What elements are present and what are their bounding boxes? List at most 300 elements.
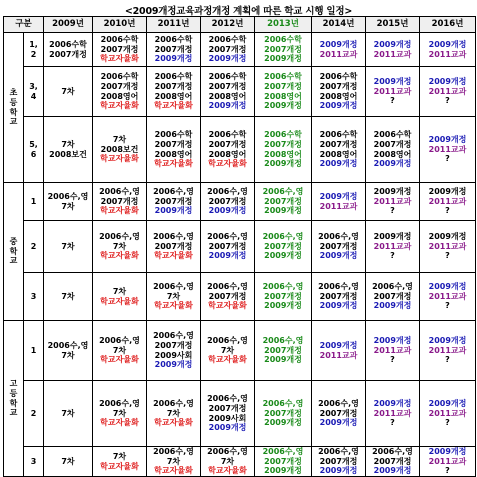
curriculum-label: 2006수학 bbox=[208, 35, 247, 45]
curriculum-label: 2007개정 bbox=[319, 291, 358, 301]
curriculum-label: 7차 bbox=[61, 291, 75, 301]
curriculum-label: 2006수,영 bbox=[153, 399, 194, 409]
curriculum-label: 7차 bbox=[166, 291, 181, 301]
curriculum-label: 2007개정 bbox=[319, 241, 358, 251]
curriculum-label: 2006수학 bbox=[154, 130, 193, 140]
curriculum-label: 7차 bbox=[166, 408, 181, 418]
grade-label: 1, bbox=[29, 39, 38, 49]
grade-cell bbox=[24, 33, 44, 67]
curriculum-label: 7차 bbox=[61, 201, 75, 211]
curriculum-label: 2006수,영 bbox=[207, 232, 248, 242]
grade-label: 3 bbox=[30, 456, 37, 466]
curriculum-label: ? bbox=[445, 418, 450, 428]
curriculum-label: 2009개정 bbox=[428, 447, 467, 457]
curriculum-label: 2009개정 bbox=[264, 418, 302, 428]
curriculum-label: 학교자율화 bbox=[100, 101, 139, 111]
curriculum-label: 2007개정 bbox=[264, 196, 302, 206]
curriculum-label: ? bbox=[445, 301, 450, 311]
curriculum-label: 2009개정 bbox=[428, 135, 467, 145]
curriculum-label: 2007개정 bbox=[100, 196, 139, 206]
curriculum-label: 2009개정 bbox=[373, 77, 412, 87]
schedule-cell bbox=[420, 321, 476, 381]
schedule-cell bbox=[93, 273, 147, 321]
curriculum-label: 2009개정 bbox=[428, 232, 467, 242]
page-title: <2009개정교육과정개정 계획에 따른 학교 시행 일정> bbox=[124, 6, 353, 17]
curriculum-label: 2006수학 bbox=[100, 72, 139, 82]
curriculum-label: 2009사회 bbox=[154, 350, 193, 360]
schedule-cell bbox=[147, 67, 201, 117]
schedule-cell bbox=[312, 33, 366, 67]
curriculum-label: 2006수,영 bbox=[207, 394, 248, 404]
curriculum-label: 2011교과 bbox=[319, 350, 358, 360]
school-level-char: 중 bbox=[9, 237, 18, 247]
curriculum-label: 2006수,영 bbox=[262, 399, 304, 409]
schedule-cell bbox=[44, 221, 93, 273]
schedule-cell bbox=[420, 221, 476, 273]
grade-label: 4 bbox=[30, 91, 37, 101]
curriculum-label: 2009개정 bbox=[373, 466, 412, 476]
curriculum-label: ? bbox=[390, 251, 395, 261]
curriculum-label: 학교자율화 bbox=[100, 206, 139, 216]
curriculum-label: 2009개정 bbox=[428, 399, 467, 409]
curriculum-label: 2007개정 bbox=[208, 291, 247, 301]
table-row bbox=[4, 221, 476, 273]
curriculum-label: 학교자율화 bbox=[100, 54, 139, 64]
curriculum-label: 2006수,영 bbox=[153, 447, 194, 457]
schedule-cell bbox=[93, 321, 147, 381]
schedule-cell bbox=[366, 321, 420, 381]
schedule-cell bbox=[255, 183, 312, 221]
schedule-cell bbox=[147, 381, 201, 447]
school-level-char: 초 bbox=[9, 88, 18, 98]
curriculum-label: 2009개정 bbox=[319, 340, 358, 350]
header-year: 2016년 bbox=[420, 17, 476, 33]
school-level-cell bbox=[4, 33, 24, 183]
curriculum-label: 학교자율화 bbox=[100, 461, 139, 471]
curriculum-label: 2007개정 bbox=[208, 196, 247, 206]
header-year: 2010년 bbox=[93, 17, 147, 33]
curriculum-label: 7차 bbox=[220, 345, 235, 355]
curriculum-label: 2008영어 bbox=[319, 149, 358, 159]
curriculum-label: 2009개정 bbox=[428, 187, 467, 197]
curriculum-label: 학교자율화 bbox=[100, 154, 139, 164]
curriculum-label: 2006수학 bbox=[154, 72, 193, 82]
table-row bbox=[4, 273, 476, 321]
curriculum-label: 2009개정 bbox=[319, 301, 358, 311]
schedule-cell bbox=[255, 67, 312, 117]
curriculum-label: 2006수학 bbox=[264, 35, 302, 45]
grade-label: 3, bbox=[29, 81, 38, 91]
school-level-char: 등 bbox=[9, 97, 18, 107]
curriculum-label: 2007개정 bbox=[264, 241, 302, 251]
schedule-cell bbox=[312, 447, 366, 477]
curriculum-label: 2011교과 bbox=[373, 345, 412, 355]
curriculum-label: 2006수,영 bbox=[99, 232, 140, 242]
table-row bbox=[4, 117, 476, 183]
curriculum-label: 2006수,영 bbox=[153, 282, 194, 292]
curriculum-label: 7차 bbox=[112, 135, 127, 145]
schedule-cell bbox=[201, 447, 255, 477]
schedule-cell bbox=[93, 117, 147, 183]
curriculum-label: 2011교과 bbox=[428, 49, 467, 59]
school-level-cell bbox=[4, 321, 24, 477]
curriculum-label: 2007개정 bbox=[100, 44, 139, 54]
curriculum-label: ? bbox=[445, 251, 450, 261]
curriculum-label: 학교자율화 bbox=[154, 418, 193, 428]
curriculum-label: 2007개정 bbox=[154, 44, 193, 54]
curriculum-label: 2006수,영 bbox=[153, 331, 194, 341]
grade-cell bbox=[24, 321, 44, 381]
schedule-cell bbox=[312, 321, 366, 381]
schedule-cell bbox=[201, 321, 255, 381]
table-row bbox=[4, 67, 476, 117]
grade-cell bbox=[24, 273, 44, 321]
curriculum-label: 2011교과 bbox=[373, 241, 412, 251]
curriculum-label: 2007개정 bbox=[264, 456, 302, 466]
curriculum-label: 2006수,영 bbox=[318, 399, 359, 409]
curriculum-label: 2006수,영 bbox=[207, 447, 248, 457]
school-level-char: 교 bbox=[9, 408, 18, 418]
curriculum-label: 2009개정 bbox=[154, 54, 193, 64]
curriculum-label: 2011교과 bbox=[428, 144, 467, 154]
curriculum-label: 2011교과 bbox=[428, 291, 467, 301]
schedule-cell bbox=[255, 321, 312, 381]
curriculum-label: 2006수,영 bbox=[262, 336, 304, 346]
grade-label: 2 bbox=[30, 49, 37, 59]
curriculum-label: 7차 bbox=[112, 286, 127, 296]
curriculum-label: 2011교과 bbox=[319, 201, 358, 211]
curriculum-label: 2009개정 bbox=[264, 54, 302, 64]
curriculum-label: 2007개정 bbox=[208, 403, 247, 413]
curriculum-label: 학교자율화 bbox=[208, 159, 247, 169]
curriculum-label: 2006수,영 bbox=[153, 187, 194, 197]
curriculum-label: 2011교과 bbox=[319, 49, 358, 59]
schedule-cell bbox=[147, 221, 201, 273]
curriculum-label: 2006수,영 bbox=[318, 282, 359, 292]
schedule-cell bbox=[312, 273, 366, 321]
grade-label: 5, bbox=[29, 139, 38, 149]
header-year: 2015년 bbox=[366, 17, 420, 33]
schedule-cell bbox=[147, 117, 201, 183]
curriculum-label: 2008영어 bbox=[154, 149, 193, 159]
curriculum-label: 2007개정 bbox=[154, 241, 193, 251]
curriculum-label: 2006수,영 bbox=[99, 399, 140, 409]
schedule-cell bbox=[420, 381, 476, 447]
curriculum-label: 2006수학 bbox=[373, 130, 412, 140]
header-year: 2012년 bbox=[201, 17, 255, 33]
curriculum-label: 2006수학 bbox=[49, 39, 87, 49]
schedule-cell bbox=[201, 273, 255, 321]
curriculum-label: 2009개정 bbox=[208, 54, 247, 64]
curriculum-label: 2008영어 bbox=[208, 91, 247, 101]
curriculum-label: 2011교과 bbox=[373, 196, 412, 206]
curriculum-label: 2008영어 bbox=[264, 91, 302, 101]
curriculum-label: 2006수학 bbox=[264, 72, 302, 82]
curriculum-label: ? bbox=[445, 466, 450, 476]
curriculum-label: 2007개정 bbox=[264, 408, 302, 418]
schedule-cell bbox=[312, 117, 366, 183]
curriculum-label: 2009개정 bbox=[264, 159, 302, 169]
curriculum-label: 2009개정 bbox=[428, 282, 467, 292]
curriculum-label: 2009개정 bbox=[373, 301, 412, 311]
grade-cell bbox=[24, 117, 44, 183]
curriculum-label: 2006수,영 bbox=[372, 447, 413, 457]
curriculum-label: 2009개정 bbox=[373, 159, 412, 169]
curriculum-label: 학교자율화 bbox=[208, 355, 247, 365]
curriculum-label: 2006수학 bbox=[319, 130, 358, 140]
curriculum-label: 2007개정 bbox=[154, 196, 193, 206]
curriculum-label: 2007개정 bbox=[373, 291, 412, 301]
curriculum-label: 2007개정 bbox=[208, 81, 247, 91]
curriculum-label: 2007개정 bbox=[208, 44, 247, 54]
schedule-cell bbox=[201, 221, 255, 273]
curriculum-label: 2011교과 bbox=[373, 49, 412, 59]
curriculum-label: 2011교과 bbox=[373, 408, 412, 418]
curriculum-label: 2007개정 bbox=[154, 340, 193, 350]
curriculum-label: 2007개정 bbox=[373, 139, 412, 149]
curriculum-label: 2007개정 bbox=[264, 139, 302, 149]
curriculum-label: 2011교과 bbox=[373, 86, 412, 96]
curriculum-label: 학교자율화 bbox=[154, 101, 193, 111]
curriculum-label: 2007개정 bbox=[208, 139, 247, 149]
table-row bbox=[4, 381, 476, 447]
curriculum-label: 2006수,영 bbox=[262, 232, 304, 242]
schedule-cell bbox=[147, 273, 201, 321]
schedule-table bbox=[3, 16, 476, 477]
curriculum-label: 2009개정 bbox=[154, 360, 193, 370]
curriculum-label: 2009개정 bbox=[264, 101, 302, 111]
curriculum-label: 2009개정 bbox=[373, 187, 412, 197]
schedule-cell bbox=[93, 381, 147, 447]
curriculum-label: 2008영어 bbox=[208, 149, 247, 159]
schedule-cell bbox=[93, 447, 147, 477]
curriculum-label: 2009개정 bbox=[428, 336, 467, 346]
curriculum-label: 2007개정 bbox=[264, 44, 302, 54]
schedule-cell bbox=[93, 33, 147, 67]
curriculum-label: 2009개정 bbox=[319, 191, 358, 201]
curriculum-label: 2006수학 bbox=[154, 35, 193, 45]
curriculum-label: 2008영어 bbox=[154, 91, 193, 101]
curriculum-label: 2009개정 bbox=[428, 77, 467, 87]
schedule-cell bbox=[201, 117, 255, 183]
schedule-cell bbox=[420, 117, 476, 183]
curriculum-label: 7차 bbox=[112, 345, 127, 355]
curriculum-label: ? bbox=[390, 206, 395, 216]
curriculum-label: 2009개정 bbox=[264, 301, 302, 311]
schedule-cell bbox=[93, 221, 147, 273]
schedule-cell bbox=[44, 447, 93, 477]
schedule-cell bbox=[366, 273, 420, 321]
schedule-cell bbox=[255, 447, 312, 477]
curriculum-label: 학교자율화 bbox=[154, 466, 193, 476]
schedule-cell bbox=[366, 33, 420, 67]
curriculum-label: 학교자율화 bbox=[100, 296, 139, 306]
schedule-cell bbox=[366, 183, 420, 221]
curriculum-label: 7차 bbox=[61, 408, 75, 418]
schedule-cell bbox=[420, 67, 476, 117]
schedule-cell bbox=[312, 381, 366, 447]
curriculum-label: 7차 bbox=[61, 139, 75, 149]
curriculum-label: 2008영어 bbox=[100, 91, 139, 101]
grade-cell bbox=[24, 183, 44, 221]
curriculum-label: 2009개정 bbox=[264, 206, 302, 216]
curriculum-label: 2007개정 bbox=[264, 345, 302, 355]
curriculum-label: ? bbox=[445, 96, 450, 106]
schedule-cell bbox=[255, 117, 312, 183]
curriculum-label: 2009개정 bbox=[373, 336, 412, 346]
curriculum-label: ? bbox=[445, 355, 450, 365]
curriculum-label: 2007개정 bbox=[100, 81, 139, 91]
curriculum-label: ? bbox=[445, 206, 450, 216]
schedule-body bbox=[4, 33, 476, 477]
curriculum-label: 2006수,영 bbox=[207, 336, 248, 346]
curriculum-label: 2009개정 bbox=[264, 466, 302, 476]
school-level-char: 학 bbox=[9, 107, 18, 117]
curriculum-label: 2007개정 bbox=[154, 81, 193, 91]
curriculum-label: 2008영어 bbox=[264, 149, 302, 159]
curriculum-label: 2009사회 bbox=[208, 413, 247, 423]
curriculum-label: 학교자율화 bbox=[208, 301, 247, 311]
curriculum-label: 학교자율화 bbox=[154, 159, 193, 169]
curriculum-label: 2009개정 bbox=[373, 232, 412, 242]
curriculum-label: 학교자율화 bbox=[208, 466, 247, 476]
curriculum-label: 7차 bbox=[61, 350, 75, 360]
curriculum-label: 2006수,영 bbox=[153, 232, 194, 242]
curriculum-label: 2006수학 bbox=[208, 72, 247, 82]
schedule-cell bbox=[93, 183, 147, 221]
table-row bbox=[4, 321, 476, 381]
grade-label: 1 bbox=[30, 196, 37, 206]
curriculum-label: ? bbox=[390, 355, 395, 365]
schedule-cell bbox=[93, 67, 147, 117]
curriculum-label: 2008보건 bbox=[100, 144, 139, 154]
curriculum-label: 2006수학 bbox=[264, 130, 302, 140]
schedule-cell bbox=[255, 381, 312, 447]
school-level-cell bbox=[4, 183, 24, 321]
curriculum-label: 2006수,영 bbox=[207, 282, 248, 292]
curriculum-label: 7차 bbox=[61, 456, 75, 466]
schedule-cell bbox=[312, 221, 366, 273]
curriculum-label: 2007개정 bbox=[373, 456, 412, 466]
curriculum-label: 2007개정 bbox=[49, 49, 87, 59]
curriculum-label: 2009개정 bbox=[319, 251, 358, 261]
curriculum-label: 2007개정 bbox=[264, 81, 302, 91]
curriculum-label: 2006수학 bbox=[100, 35, 139, 45]
curriculum-label: ? bbox=[445, 154, 450, 164]
schedule-cell bbox=[366, 447, 420, 477]
curriculum-label: 학교자율화 bbox=[154, 251, 193, 261]
curriculum-label: 학교자율화 bbox=[100, 251, 139, 261]
schedule-cell bbox=[420, 33, 476, 67]
curriculum-label: 2011교과 bbox=[428, 196, 467, 206]
curriculum-label: 2007개정 bbox=[319, 408, 358, 418]
header-category: 구분 bbox=[4, 17, 44, 33]
grade-label: 2 bbox=[30, 241, 37, 251]
curriculum-label: 7차 bbox=[220, 456, 235, 466]
curriculum-label: 2006수,영 bbox=[318, 447, 359, 457]
curriculum-label: 2008보건 bbox=[49, 149, 87, 159]
curriculum-label: 2006수,영 bbox=[47, 340, 89, 350]
header-year-highlight: 2013년 bbox=[255, 17, 312, 33]
header-year: 2011년 bbox=[147, 17, 201, 33]
curriculum-label: 학교자율화 bbox=[100, 418, 139, 428]
curriculum-label: 2008영어 bbox=[373, 149, 412, 159]
schedule-cell bbox=[255, 273, 312, 321]
curriculum-label: ? bbox=[390, 96, 395, 106]
grade-cell bbox=[24, 221, 44, 273]
curriculum-label: 2006수,영 bbox=[207, 187, 248, 197]
curriculum-label: 2009개정 bbox=[208, 251, 247, 261]
curriculum-label: 7차 bbox=[112, 241, 127, 251]
curriculum-label: 7차 bbox=[112, 451, 127, 461]
header-row bbox=[4, 17, 476, 33]
curriculum-label: 2009개정 bbox=[319, 39, 358, 49]
schedule-cell bbox=[420, 273, 476, 321]
curriculum-label: 학교자율화 bbox=[100, 355, 139, 365]
curriculum-label: 2006수,영 bbox=[99, 336, 140, 346]
schedule-cell bbox=[44, 381, 93, 447]
curriculum-label: 7차 bbox=[61, 241, 75, 251]
curriculum-label: 7차 bbox=[166, 456, 181, 466]
curriculum-label: 2006수,영 bbox=[99, 187, 140, 197]
school-level-char: 교 bbox=[9, 117, 18, 127]
schedule-cell bbox=[366, 381, 420, 447]
table-row bbox=[4, 33, 476, 67]
curriculum-label: 2009개정 bbox=[154, 206, 193, 216]
curriculum-label: 2009개정 bbox=[319, 159, 358, 169]
schedule-cell bbox=[201, 67, 255, 117]
school-level-char: 등 bbox=[9, 388, 18, 398]
curriculum-label: 학교자율화 bbox=[154, 301, 193, 311]
header-year: 2014년 bbox=[312, 17, 366, 33]
schedule-cell bbox=[44, 33, 93, 67]
curriculum-label: 2009개정 bbox=[208, 206, 247, 216]
school-level-char: 학 bbox=[9, 398, 18, 408]
grade-label: 2 bbox=[30, 408, 37, 418]
curriculum-label: 2007개정 bbox=[319, 139, 358, 149]
curriculum-label: 2009개정 bbox=[319, 466, 358, 476]
school-level-char: 학 bbox=[9, 246, 18, 256]
curriculum-label: 2011교과 bbox=[428, 408, 467, 418]
curriculum-label: 2009개정 bbox=[208, 423, 247, 433]
grade-cell bbox=[24, 67, 44, 117]
curriculum-label: 2009개정 bbox=[319, 101, 358, 111]
schedule-cell bbox=[420, 447, 476, 477]
schedule-cell bbox=[201, 183, 255, 221]
curriculum-label: 2009개정 bbox=[373, 39, 412, 49]
curriculum-label: 2006수,영 bbox=[318, 232, 359, 242]
schedule-cell bbox=[147, 447, 201, 477]
curriculum-label: 2006수,영 bbox=[262, 282, 304, 292]
curriculum-label: 2011교과 bbox=[428, 86, 467, 96]
curriculum-label: 7차 bbox=[61, 86, 75, 96]
header-year: 2009년 bbox=[44, 17, 93, 33]
schedule-cell bbox=[147, 321, 201, 381]
curriculum-label: 7차 bbox=[112, 408, 127, 418]
schedule-cell bbox=[201, 33, 255, 67]
curriculum-label: 2007개정 bbox=[154, 139, 193, 149]
curriculum-label: 2009개정 bbox=[264, 251, 302, 261]
schedule-cell bbox=[255, 33, 312, 67]
curriculum-label: 2006수학 bbox=[208, 130, 247, 140]
curriculum-label: 2009개정 bbox=[373, 399, 412, 409]
schedule-cell bbox=[44, 273, 93, 321]
table-row bbox=[4, 447, 476, 477]
curriculum-label: 2006수,영 bbox=[47, 191, 89, 201]
schedule-cell bbox=[312, 183, 366, 221]
schedule-cell bbox=[420, 183, 476, 221]
curriculum-label: 2007개정 bbox=[319, 81, 358, 91]
